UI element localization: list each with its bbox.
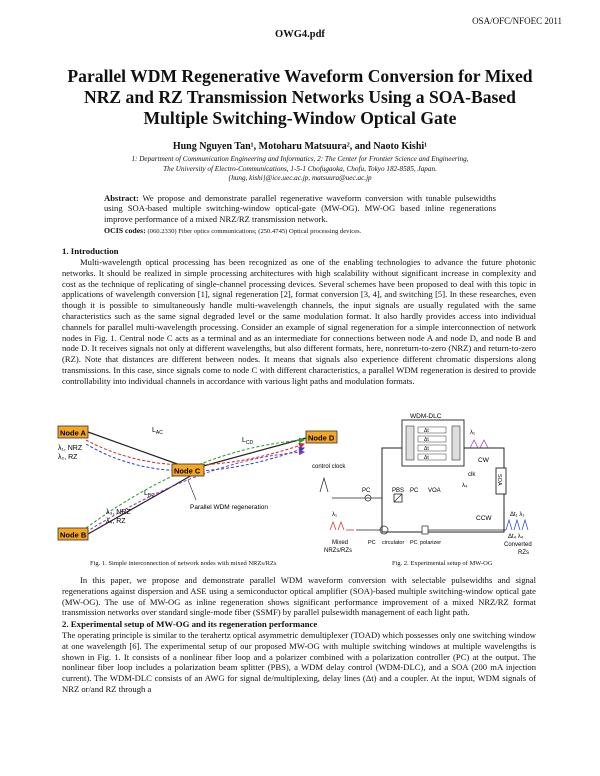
output-dlt-l4: Δt₄ λ₄ (508, 534, 524, 540)
clock-pulse (320, 478, 328, 492)
converted-label: Converted (504, 542, 532, 548)
affiliation-line: The University of Electro-Communications, 1-5-1 Chofugaoka, Chofu, Tokyo 182-8585, Japan. (163, 164, 437, 173)
delta-t-label: Δt (424, 455, 429, 461)
abstract-text: We propose and demonstrate parallel regenerative waveform conversion with tunable pulsewidths using SOA-based multiple switching-window optical-gate (MW-OG). MW-OG based inline regenerations improve performance of a mixed NRZ/RZ transmission network. (104, 193, 496, 224)
figure-2-setup (310, 412, 542, 558)
figure-2-caption: Fig. 2. Experimental setup of MW-OG (392, 560, 493, 567)
mixed-sub-label: NRZs/RZs (324, 548, 352, 554)
pc-bottom-label-2: PC (410, 540, 418, 546)
clk-label: clk (468, 472, 476, 478)
ocis-label: OCIS codes: (104, 226, 146, 235)
node-b-lambda3: λ₃, NRZ (106, 509, 131, 516)
awg-left (406, 426, 414, 460)
node-d-label: Node D (308, 433, 335, 443)
cw-label: CW (478, 457, 489, 464)
affiliation-line: {hung, kishi}@ice.uec.ac.jp, matsuura@uec.ac.jp (228, 174, 372, 182)
regen-pointer (188, 480, 196, 500)
pc-bottom-label: PC (368, 540, 376, 546)
conference-header: OSA/OFC/NFOEC 2011 (472, 16, 562, 26)
abstract (104, 193, 496, 224)
regen-label: Parallel WDM regeneration (190, 504, 269, 511)
pulse-top (470, 440, 488, 448)
delta-t-label: Δt (424, 437, 429, 443)
output-pulses (506, 520, 528, 530)
abstract-label: Abstract: (104, 193, 139, 203)
lambda1-top: λ₁ (470, 430, 476, 436)
input-pulses (330, 522, 354, 530)
section-heading: 1. Introduction (62, 246, 119, 256)
link-bc-line (88, 474, 194, 534)
node-a-lambda2: λ₂, RZ (58, 454, 78, 461)
ocis-codes (104, 227, 504, 236)
node-b-lambda4: λ₄, RZ (106, 518, 126, 525)
ccw-label: CCW (476, 515, 492, 522)
voa-label: VOA (428, 488, 441, 494)
mixed-label: Mixed (332, 540, 349, 546)
paper-id: OWG4.pdf (275, 29, 325, 40)
ocis-text: (060.2330) Fiber optics communications; (250.4745) Optical processing devices. (145, 228, 362, 235)
pbs-label: PBS (392, 488, 405, 494)
delta-t-label: Δt (424, 446, 429, 452)
affiliations (60, 155, 540, 184)
link-bc-label: $L_{BC}$ (144, 490, 155, 499)
figure-1-caption: Fig. 1. Simple interconnection of network nodes with mixed NRZs/RZs (90, 560, 277, 567)
section-heading-2: 2. Experimental setup of MW-OG and its regeneration performance (62, 619, 318, 629)
author-list: Hung Nguyen Tan¹, Motoharu Matsuura², and Naoto Kishi¹ (172, 141, 428, 152)
polarizer-box (422, 526, 428, 534)
section-2-paragraph: The operating principle is similar to the terahertz optical asymmetric demultiplexer (TOAD) which possesses only one switching window at one wavelength [6]. The experimental setup of our proposed MW-OG with multiple switching windows at multiple wavelengths is shown in Fig. 1. It consists of a nonlinear fiber loop and a polarizer combined with a polarization controller (PC) at the output. The nonlinear fiber loop includes a polarization beam splitter (PBS), a WDM delay control (WDM-DLC), and a SOA (200 mA injection current). The WDM-DLC consists of an AWG for signal de/multiplexing, delay lines (Δt) and a coupler. At the input, WDM signals of NRZ or/and RZ through a (62, 630, 536, 694)
node-a-lambda1: λ₁, NRZ (58, 445, 83, 452)
circulator-label: circulator (382, 540, 405, 546)
control-clock-label: control clock (312, 464, 346, 470)
pc-label: PC (362, 488, 371, 494)
intro-paragraph: Multi-wavelength optical processing has been recognized as one of the enabling technologies to advance the future photonic networks. It should be realized in simple processing architectures with high scalability without significant increase in complexity and cost as the technique of replicating of single-channel processing devices. Several schemes have been proposed to deal with this topic in applications of wavelength conversion [1], signal regeneration [2], format conversion [3, 4], and switching [5]. In these researches, even though it is possible to simultaneously handle multi-wavelength channels, the input signals are usually regulated with the same characteristics such as the same signal degraded level or the same modulation format. It also hardly provides access into individual channels for parallel multi-wavelength processing. Consider an example of signal regeneration for a simple interconnection of network nodes in Fig. 1. Central node C acts as a terminal and as an intermediate for connections between node A and node D, and node B and node D. It receives signals not only at different wavelengths, but also different formats, here, nonreturn-to-zero (NRZ) and return-to-zero (RZ). Note that distances are different between nodes. It means that signals also experience different chromatic dispersions along transmissions. In this case, since signals come to node C with different characteristics, a parallel WDM regeneration is desired to provide controllability into individual channels in accordance with various light paths and modulation formats. (62, 257, 536, 386)
delta-t-label: Δt (424, 428, 429, 434)
paper-title: Parallel WDM Regenerative Waveform Conversion for Mixed NRZ and RZ Transmission Networks Using a SOA-Based Multiple Switching-Window Optical Gate (67, 66, 533, 128)
node-b-label: Node B (60, 530, 87, 540)
affiliation-line: 1: Department of Communication Engineering and Informatics, 2: The Center for Frontier Science and Engineering, (131, 155, 469, 163)
link-ac-label: $L_{AC}$ (152, 427, 163, 436)
output-dlt-l1: Δt₁ λ₁ (510, 512, 525, 518)
paragraph-2: In this paper, we propose and demonstrate parallel WDM waveform conversion with selectable pulsewidths and signal regenerations against dispersion and ASE using a semiconductor optical amplifier (SOA)-based multiple switching-window optical gate (MW-OG). The use of MW-OG as inline regeneration shows significant performance improvement of a mixed NRZ/RZ format transmission networks over standard single-mode fiber (SSMF) by parallel pulsewidth management of each light path. (62, 575, 536, 618)
lambda1-input: λ₁ (332, 512, 338, 518)
node-c-label: Node C (174, 466, 201, 476)
figure-1-network (56, 418, 349, 558)
coupler-right (452, 426, 460, 460)
node-a-label: Node A (60, 428, 86, 438)
pc-label-2: PC (410, 488, 419, 494)
link-cd-label: $L_{CD}$ (242, 437, 254, 446)
wdm-dlc-label: WDM-DLC (410, 413, 442, 420)
polarizer-label: polarizer (420, 540, 442, 546)
soa-label: SOA (496, 474, 502, 486)
converted-sub-label: RZs (518, 550, 529, 556)
lambda4-mid: λ₄ (462, 483, 468, 489)
